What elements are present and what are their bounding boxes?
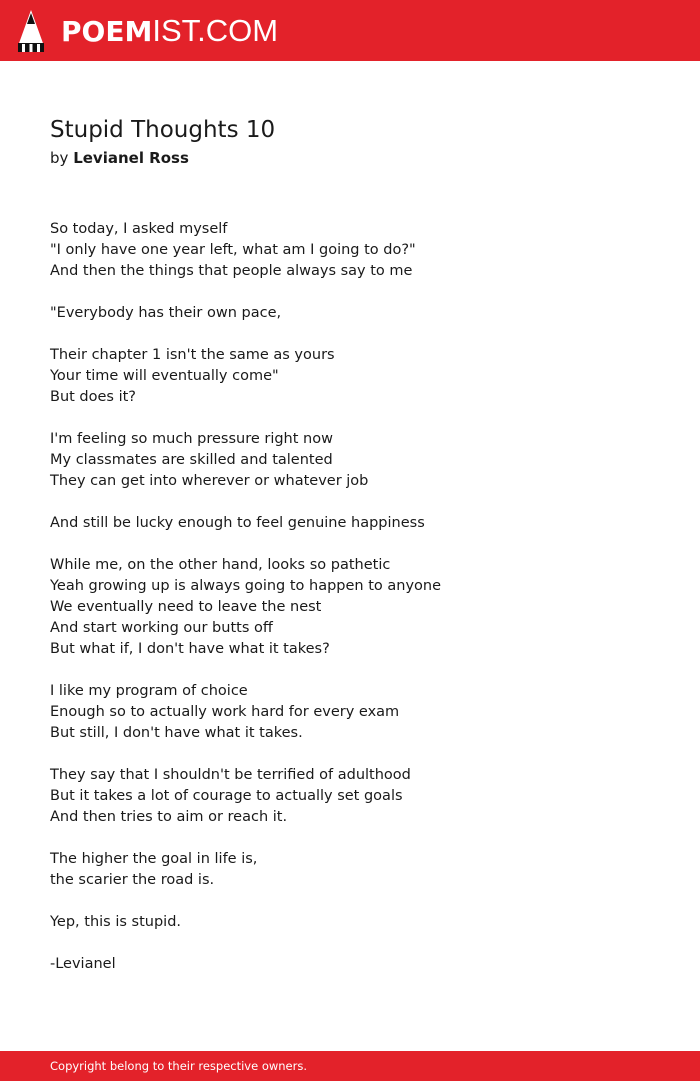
poem-line: So today, I asked myself: [50, 221, 228, 237]
poem-line: And then the things that people always say to me: [50, 263, 413, 279]
stanza-break: [50, 933, 670, 954]
poem-line: "I only have one year left, what am I going to do?": [50, 242, 416, 258]
site-footer: [0, 1051, 700, 1081]
poem-line: But what if, I don't have what it takes?: [50, 641, 330, 657]
poem-line: While me, on the other hand, looks so pathetic: [50, 557, 391, 573]
pencil-icon[interactable]: [18, 10, 44, 52]
poem-line: Yeah growing up is always going to happen to anyone: [50, 578, 442, 594]
poem-line: And start working our butts off: [50, 620, 273, 636]
poem-line: My classmates are skilled and talented: [50, 452, 333, 468]
poem-line: Your time will eventually come": [50, 368, 279, 384]
poem-line: But still, I don't have what it takes.: [50, 725, 303, 741]
poem-body: [50, 219, 670, 975]
site-header: [0, 0, 700, 61]
poem-line: -Levianel: [50, 956, 116, 972]
poem-line: Enough so to actually work hard for every exam: [50, 704, 400, 720]
poem-line: They can get into wherever or whatever job: [50, 473, 369, 489]
logo-text-strong: POEM: [61, 15, 153, 48]
stanza-break: [50, 744, 670, 765]
poem-line: And still be lucky enough to feel genuine happiness: [50, 515, 425, 531]
site-logo[interactable]: [61, 15, 278, 46]
stanza-break: [50, 408, 670, 429]
poem-line: They say that I shouldn't be terrified of adulthood: [50, 767, 411, 783]
stanza-break: [50, 492, 670, 513]
poem-line: The higher the goal in life is,: [50, 851, 258, 867]
poem-line: Their chapter 1 isn't the same as yours: [50, 347, 335, 363]
poem-byline: [50, 149, 189, 167]
poem-line: But it takes a lot of courage to actually set goals: [50, 788, 403, 804]
poem-line: I like my program of choice: [50, 683, 248, 699]
stanza-break: [50, 891, 670, 912]
logo-text-light: IST.COM: [152, 13, 279, 48]
stanza-break: [50, 828, 670, 849]
by-label: by: [50, 149, 69, 167]
poem-line: But does it?: [50, 389, 137, 405]
poem-title: Stupid Thoughts 10: [50, 117, 276, 143]
poem-line: I'm feeling so much pressure right now: [50, 431, 333, 447]
copyright-text: Copyright belong to their respective owners.: [50, 1059, 308, 1073]
poem-line: We eventually need to leave the nest: [50, 599, 322, 615]
stanza-break: [50, 534, 670, 555]
author-name: Levianel Ross: [73, 149, 189, 167]
stanza-break: [50, 324, 670, 345]
poem-line: And then tries to aim or reach it.: [50, 809, 288, 825]
poem-line: Yep, this is stupid.: [50, 914, 182, 930]
poem-line: "Everybody has their own pace,: [50, 305, 282, 321]
stanza-break: [50, 282, 670, 303]
stanza-break: [50, 660, 670, 681]
poem-line: the scarier the road is.: [50, 872, 215, 888]
